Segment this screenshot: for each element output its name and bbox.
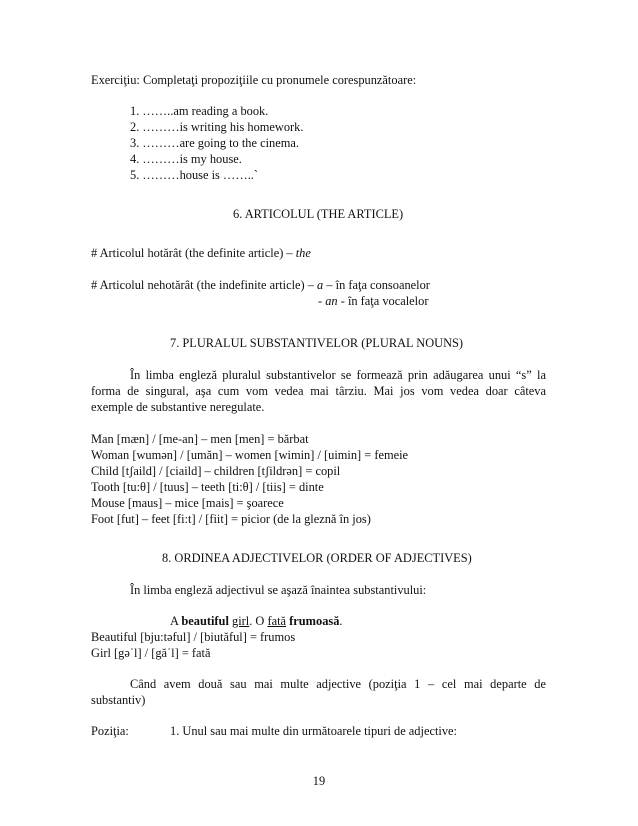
noun-example-3: Child [tʃaild] / [ciaild] – children [tʃildrən] = copil <box>91 464 341 478</box>
section-7-paragraph-line-1: În limba engleză pluralul substantivelor se formează prin adăugarea unui “s” la <box>130 368 546 382</box>
noun-example-5: Mouse [maus] – mice [mais] = şoarece <box>91 496 284 510</box>
noun-example-6: Foot [fut] – feet [fi:t] / [fiit] = picior (de la gleznă în jos) <box>91 512 371 526</box>
example-end: . <box>339 614 343 628</box>
indefinite-article-an-line <box>318 293 428 309</box>
adjective-example <box>170 613 343 629</box>
section-7-paragraph-line-3: exemple de substantive neregulate. <box>91 400 265 414</box>
exercise-item-3: 3. ………are going to the cinema. <box>130 136 299 150</box>
section-8-paragraph-line-2: substantiv) <box>91 693 146 707</box>
exercise-item-5: 5. ………house is ……..` <box>130 168 259 182</box>
example-girl: girl <box>232 614 250 628</box>
noun-example-2: Woman [wumən] / [umăn] – women [wimin] / [uimin] = femeie <box>91 448 409 462</box>
indefinite-article-a-rest: – în faţa consoanelor <box>323 278 430 292</box>
indefinite-article-an: an <box>325 294 338 308</box>
vocab-girl: Girl [gəˈl] / [găˈl] = fată <box>91 646 211 660</box>
definite-article-line <box>91 245 311 261</box>
section-7-title: 7. PLURALUL SUBSTANTIVELOR (PLURAL NOUNS) <box>170 336 464 350</box>
example-mid: . O <box>249 614 268 628</box>
vocab-beautiful: Beautiful [bju:təful] / [biutăful] = frumos <box>91 630 296 644</box>
indefinite-article-text: # Articolul nehotărât (the indefinite article) – <box>91 278 318 292</box>
section-8-paragraph-line-1: Când avem două sau mai multe adjective (poziţia 1 – cel mai departe de <box>130 677 546 691</box>
example-beautiful: beautiful <box>181 614 229 628</box>
indefinite-article-a: a <box>317 278 324 292</box>
exercise-item-2: 2. ………is writing his homework. <box>130 120 304 134</box>
example-fata: fată <box>267 614 287 628</box>
noun-example-4: Tooth [tu:θ] / [tuus] – teeth [ti:θ] / [tiis] = dinte <box>91 480 324 494</box>
section-8-title: 8. ORDINEA ADJECTIVELOR (ORDER OF ADJECTIVES) <box>162 551 472 565</box>
indefinite-article-line <box>91 277 430 293</box>
definite-article-word: the <box>295 246 311 260</box>
section-7-paragraph-line-2: forma de singural, aşa cum vom vedea mai târziu. Mai jos vom vedea doar câteva <box>91 384 546 398</box>
indefinite-article-an-pre: - <box>318 294 326 308</box>
position-text: 1. Unul sau mai multe din următoarele tipuri de adjective: <box>170 724 457 738</box>
exercise-heading: Exerciţiu: Completaţi propoziţiile cu pronumele corespunzătoare: <box>91 73 417 87</box>
exercise-item-4: 4. ………is my house. <box>130 152 242 166</box>
position-label: Poziţia: <box>91 724 129 738</box>
exercise-item-1: 1. ……..am reading a book. <box>130 104 269 118</box>
section-6-title: 6. ARTICOLUL (THE ARTICLE) <box>233 207 404 221</box>
example-article: A <box>170 614 182 628</box>
noun-example-1: Man [mæn] / [me-an] – men [men] = bărbat <box>91 432 309 446</box>
section-8-intro: În limba engleză adjectivul se aşază înaintea substantivului: <box>130 583 427 597</box>
example-frumoasa: frumoasă <box>289 614 340 628</box>
definite-article-text: # Articolul hotărât (the definite article) – <box>91 246 296 260</box>
page-number: 19 <box>312 774 326 788</box>
indefinite-article-an-rest: - în faţa vocalelor <box>337 294 429 308</box>
